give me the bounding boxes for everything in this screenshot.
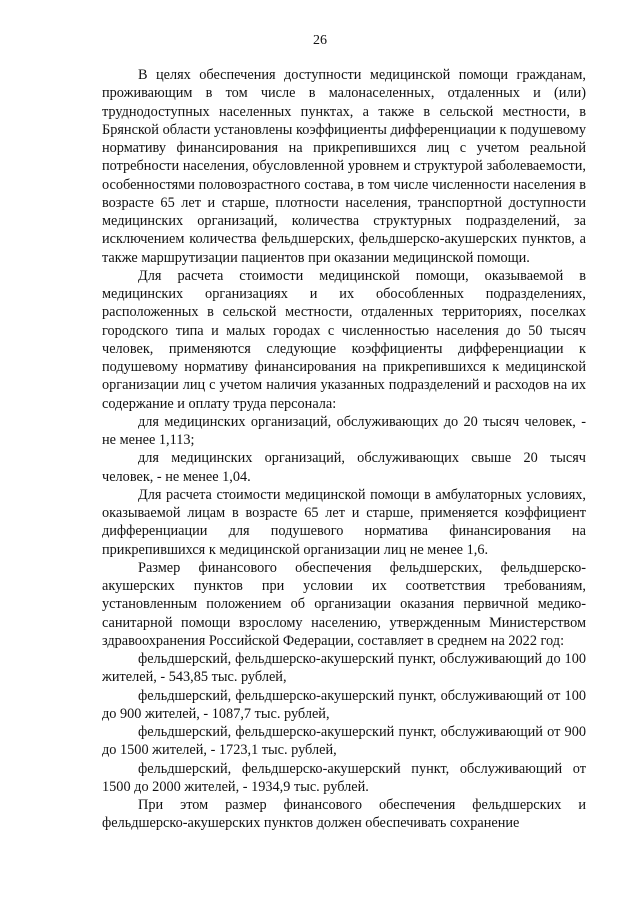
page-number: 26: [313, 33, 327, 48]
paragraph-4: для медицинских организаций, обслуживающих свыше 20 тысяч человек, - не менее 1,04.: [102, 450, 586, 485]
paragraph-7: фельдшерский, фельдшерско-акушерский пункт, обслуживающий до 100 жителей, - 543,85 тыс. рублей,: [102, 651, 586, 686]
paragraph-2: Для расчета стоимости медицинской помощи, оказываемой в медицинских организациях и их обособленных подразделениях, расположенных в сельской местности, отдаленных территориях, поселках городского типа и малых городах с численностью населения до 50 тысяч человек, применяются следующие коэффициенты дифференциации к подушевому нормативу финансирования на прикрепившихся к медицинской организации лиц с учетом наличия указанных подразделений и расходов на их содержание и оплату труда персонала:: [102, 267, 586, 412]
document-body: [102, 66, 586, 833]
paragraph-5: Для расчета стоимости медицинской помощи в амбулаторных условиях, оказываемой лицам в возрасте 65 лет и старше, применяется коэффициент дифференциации для подушевого норматива финансирования на прикрепившихся к медицинской организации лиц не менее 1,6.: [102, 486, 586, 558]
paragraph-8: фельдшерский, фельдшерско-акушерский пункт, обслуживающий от 100 до 900 жителей, - 1087,7 тыс. рублей,: [102, 687, 586, 722]
paragraph-3: для медицинских организаций, обслуживающих до 20 тысяч человек, - не менее 1,113;: [102, 413, 586, 448]
paragraph-11: При этом размер финансового обеспечения фельдшерских и фельдшерско-акушерских пунктов должен обеспечивать сохранение: [102, 797, 586, 832]
paragraph-10: фельдшерский, фельдшерско-акушерский пункт, обслуживающий от 1500 до 2000 жителей, - 1934,9 тыс. рублей.: [102, 760, 586, 795]
paragraph-6: Размер финансового обеспечения фельдшерских, фельдшерско-акушерских пунктов при условии их соответствия требованиям, установленным положением об организации оказания первичной медико-санитарной помощи взрослому населению, утвержденным Министерством здравоохранения Российской Федерации, составляет в среднем на 2022 год:: [102, 559, 586, 649]
paragraph-1: В целях обеспечения доступности медицинской помощи гражданам, проживающим в том числе в малонаселенных, отдаленных и (или) труднодоступных населенных пунктах, а также в сельской местности, в Брянской области установлены коэффициенты дифференциации к подушевому нормативу финансирования на прикрепившихся лиц с учетом реальной потребности населения, обусловленной уровнем и структурой заболеваемости, особенностями половозрастного состава, в том числе численности населения в возрасте 65 лет и старше, плотности населения, транспортной доступности медицинских организаций, количества структурных подразделений, за исключением количества фельдшерских, фельдшерско-акушерских пунктов, а также маршрутизации пациентов при оказании медицинской помощи.: [102, 67, 586, 266]
paragraph-9: фельдшерский, фельдшерско-акушерский пункт, обслуживающий от 900 до 1500 жителей, - 1723,1 тыс. рублей,: [102, 724, 586, 759]
